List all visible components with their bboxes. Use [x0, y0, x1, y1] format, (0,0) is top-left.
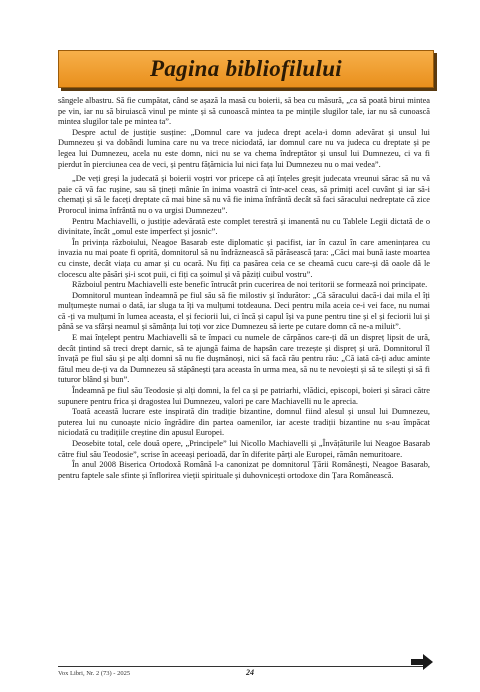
right-arrow-icon[interactable] — [410, 652, 434, 672]
paragraph: În anul 2008 Biserica Ortodoxă Română l-a canonizat pe domnitorul Țării Românești, Neagoe Basarab, pentru faptele sale sfinte și înflorirea vieții spirituale și duhovnicești ortodoxe din Țara Românească. — [58, 460, 430, 480]
section-banner — [58, 50, 434, 88]
page-number: 24 — [246, 668, 254, 677]
article-body — [58, 96, 430, 481]
paragraph: Îndeamnă pe fiul său Teodosie și alți domni, la fel ca și pe patriarhi, vlădici, episcopi, boieri și săraci către supunere pentru frica și dragostea lui Dumnezeu, valori pe care Machiavelli nu le aprecia. — [58, 386, 430, 406]
paragraph: În privința războiului, Neagoe Basarab este diplomatic și pacifist, iar în cazul în care amenințarea cu invazia nu mai poate fi oprită, domnitorul să nu îndrăznească să părăsească țara: „Căci mai bună iaste moartea cu cinste, decât viața cu amar și cu ocară. Nu fiți ca pasărea ceia ce se cheamă cucu care-și dă oaole dă le clocescu alte păsări și-i scot puii, ci fiți ca șoimul și vă păziți cuibul vostru”. — [58, 237, 430, 279]
paragraph: Războiul pentru Machiavelli este benefic întrucât prin cucerirea de noi teritorii se formează noi principate. — [72, 280, 428, 290]
paragraph: E mai înțelept pentru Machiavelli să te împaci cu numele de cărpănos care-ți dă un dispreț lipsit de ură, decât țintind să treci drept darnic, să te ajungă faima de hapsân care trezește și dispreț și ură. Domnitorul îl învață pe fiul său și pe alți domni să nu fie dușmănoși, nici să facă rău pentru rău: „Că iată că-ți aduc aminte fătul meu de-ți va da Dumnezeu să stăpânești țara aceasta în urma mea, să nu te nevoiești și să te silești și să fi tuturor blând și bun”. — [58, 333, 430, 385]
paragraph: Pentru Machiavelli, o justiție adevărată este complet terestră și imanentă nu cu Tablele Legii dictată de o divinitate, încât „omul este imperfect și josnic”. — [58, 216, 430, 237]
paragraph: „De veți greși la judecată și boierii voștri vor pricepe că ați înțeles greșit judecata vreunui sărac să nu vă paie că vă fac rușine, sau să țineți mânie în inima voastră ci într-acel ceas, să primiți acel cuvânt și iar să-i chemați și să le faceți dreptate că mai bine să nu vă fie inima înfrântă decât să faci săracului nedreptate că zice Prorocul inima înfrântă nu o va urgisi Dumnezeu”. — [58, 174, 430, 215]
paragraph: Toată această lucrare este inspirată din tradiție bizantine, domnul fiind alesul și unsul lui Dumnezeu, puterea lui nu cunoaște nicio îngrădire din partea oamenilor, iar aceste tradiții bizantine nu s-au împăcat niciodată cu tradițiile creștine din apusul Europei. — [58, 407, 430, 438]
paragraph: Despre actul de justiție susține: „Domnul care va judeca drept acela-i domn adevărat și unsul lui Dumnezeu și va dobândi lumina care nu va trece niciodată, iar domnul care nu va judeca cu dreptate și pe legea lui Dumnezeu, acela nu este domn, nici nu se va chema îndreptător și unsul lui Dumnezeu, ci va fi pierdut în pierciunea cea de veci, și pentru fățărnicia lui nici fața lui Dumnezeu nu o mai vedea”. — [58, 127, 430, 169]
paragraph: Deosebite total, cele două opere, „Principele” lui Nicollo Machiavelli și „Învățăturile lui Neagoe Basarab către fiul său Teodosie”, scrise în aceeași perioadă, dar în diferite părți ale Europei, rămân nemuritoare. — [58, 439, 430, 459]
paragraph: sângele albastru. Să fie cumpătat, când se așază la masă cu boierii, să bea cu măsură, „ca să poată birui mintea pe vin, iar nu să biruiască vinul pe minte și să cunoască mintea ta pe mințile slugilor tale, iar nu să cunoască mintea slugilor tale pe mintea ta”. — [58, 96, 430, 127]
paragraph: Domnitorul muntean îndeamnă pe fiul său să fie milostiv și îndurător: „Că săracului dacă-i dai mila el îți mulțumește numai o dată, iar sluga ta îți va mulțumi totdeauna. Deci pentru mila aceia ce-i vei face, nu numai că -ți va mulțumi în lumea aceasta, el și feciorii lui, ci încă și capul își va pune pentru tine și el și feciorii lui și până se va sfârși neamul și sămânța lui toți vor zice Dumnezeu să ierte pe cutare domn că ne-a miluit”. — [58, 290, 430, 332]
footer-divider — [58, 666, 426, 667]
journal-issue: Vox Libri, Nr. 2 (73) - 2025 — [58, 670, 131, 677]
section-title: Pagina bibliofilului — [150, 56, 342, 81]
